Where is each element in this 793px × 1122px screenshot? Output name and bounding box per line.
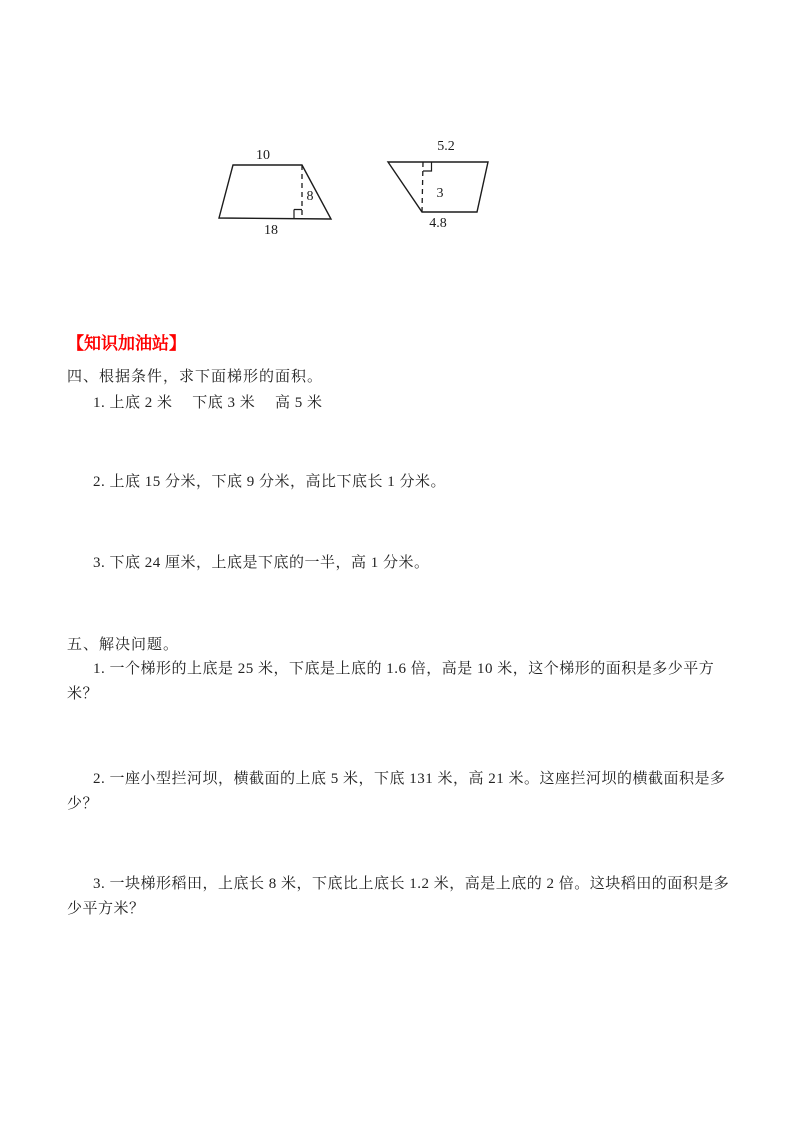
trapezoid-figures <box>210 135 500 243</box>
section5-title: 五、解决问题。 <box>67 637 180 653</box>
trapezoid-1-height-label: 8 <box>306 189 314 204</box>
trapezoid-2-figure <box>388 139 488 231</box>
trapezoid-2-height-line <box>422 162 423 212</box>
trapezoid-1-outline <box>219 165 331 219</box>
trapezoid-1-top-label: 10 <box>256 148 270 163</box>
trapezoid-1-bottom-label: 18 <box>264 223 278 238</box>
section5-item-3: 3. 一块梯形稻田，上底长 8 米，下底比上底长 1.2 米，高是上底的 2 倍。这块稻田的面积是多少平方米？ <box>67 876 730 917</box>
trapezoid-1-right-angle-mark <box>294 210 302 219</box>
figures-svg <box>210 135 500 243</box>
trapezoid-2-right-angle-mark <box>423 163 432 172</box>
section5-item-2: 2. 一座小型拦河坝，横截面的上底 5 米，下底 131 米，高 21 米。这座拦河坝的横截面积是多少？ <box>67 771 726 812</box>
trapezoid-2-top-label: 5.2 <box>437 139 455 154</box>
section5-item-1: 1. 一个梯形的上底是 25 米，下底是上底的 1.6 倍，高是 10 米，这个梯形的面积是多少平方米？ <box>67 661 715 702</box>
trapezoid-2-height-label: 3 <box>436 186 444 201</box>
section4-item-1: 1. 上底 2 米 下底 3 米 高 5 米 <box>93 395 323 411</box>
section4-title: 四、根据条件，求下面梯形的面积。 <box>67 369 324 385</box>
knowledge-station-heading: 【知识加油站】 <box>67 334 186 353</box>
trapezoid-2-bottom-label: 4.8 <box>429 216 447 231</box>
trapezoid-1-figure <box>219 148 331 238</box>
section4-item-3: 3. 下底 24 厘米，上底是下底的一半，高 1 分米。 <box>93 555 430 571</box>
section4-item-2: 2. 上底 15 分米，下底 9 分米，高比下底长 1 分米。 <box>93 474 447 490</box>
